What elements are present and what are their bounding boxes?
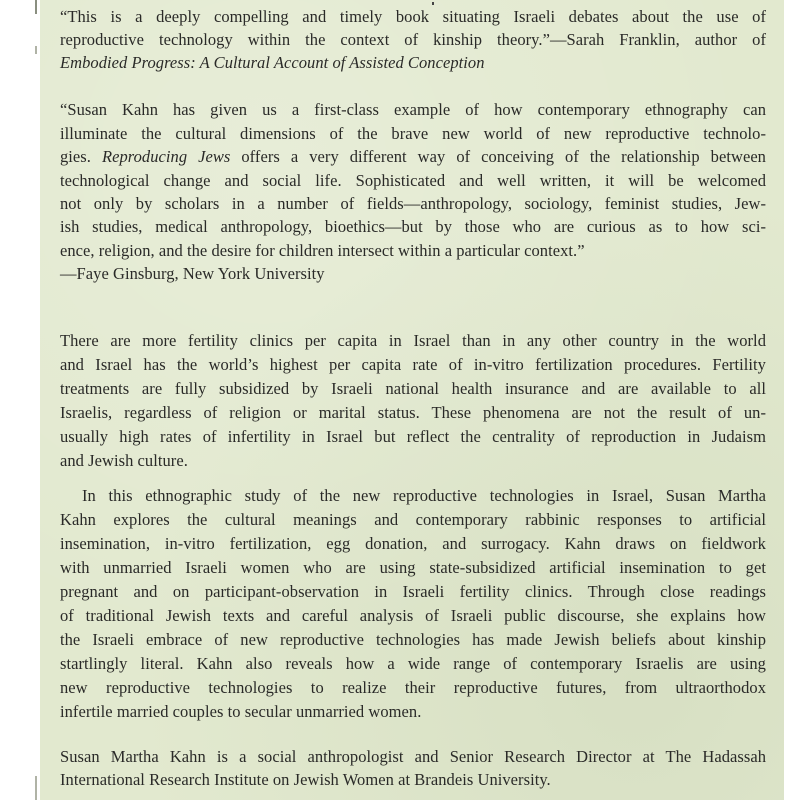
author-bio-line: International Research Institute on Jewish Women at Brandeis University. [60, 770, 551, 789]
blurb-line: technological change and social life. Sophisticated and well written, it will be welcomed [60, 171, 766, 190]
print-speck [432, 2, 434, 5]
blurb-line: ence, religion, and the desire for children intersect within a particular context.” [60, 241, 585, 260]
author-bio-line: Susan Martha Kahn is a social anthropologist and Senior Research Director at The Hadassah [60, 747, 766, 766]
description-line: the Israeli embrace of new reproductive technologies has made Jewish beliefs about kinship [60, 630, 766, 649]
blurb-line: not only by scholars in a number of fields—anthropology, sociology, feminist studies, Jew- [60, 194, 766, 213]
blurb-line: ish studies, medical anthropology, bioethics—but by those who are curious as to how sci- [60, 217, 766, 236]
description-line: Israelis, regardless of religion or marital status. These phenomena are not the result of un- [60, 403, 766, 422]
description-line: pregnant and on participant-observation in Israeli fertility clinics. Through close readings [60, 582, 766, 601]
description-line: and Jewish culture. [60, 451, 188, 470]
blurb-line: “Susan Kahn has given us a first-class example of how contemporary ethnography can [60, 100, 766, 119]
description-line: infertile married couples to secular unmarried women. [60, 702, 422, 721]
page-edge-mark [35, 0, 37, 14]
blurb-line: reproductive technology within the context of kinship theory.”—Sarah Franklin, author of [60, 30, 766, 49]
description-line: and Israel has the world’s highest per capita rate of in-vitro fertilization procedures. Fertility [60, 355, 766, 374]
blurb-attribution: —Faye Ginsburg, New York University [60, 264, 325, 283]
description-line: insemination, in-vitro fertilization, egg donation, and surrogacy. Kahn draws on fieldwork [60, 534, 766, 553]
description-line: In this ethnographic study of the new reproductive technologies in Israel, Susan Martha [82, 486, 766, 505]
blurb-book-title: Embodied Progress: A Cultural Account of Assisted Conception [60, 53, 485, 72]
book-title: Reproducing Jews [101, 147, 231, 166]
blurb-line: “This is a deeply compelling and timely book situating Israeli debates about the use of [60, 7, 766, 26]
description-line: with unmarried Israeli women who are using state-subsidized artificial insemination to get [60, 558, 766, 577]
description-line: of traditional Jewish texts and careful analysis of Israeli public discourse, she explains how [60, 606, 766, 625]
description-line: Kahn explores the cultural meanings and contemporary rabbinic responses to artificial [60, 510, 766, 529]
blurb-line: gies. Reproducing Jews offers a very different way of conceiving of the relationship between [60, 147, 766, 166]
description-line: There are more fertility clinics per capita in Israel than in any other country in the world [60, 331, 766, 350]
page-edge-mark [35, 46, 37, 54]
description-line: usually high rates of infertility in Israel but reflect the centrality of reproduction in Judaism [60, 427, 766, 446]
description-line: treatments are fully subsidized by Israeli national health insurance and are available to all [60, 379, 766, 398]
description-line: startlingly literal. Kahn also reveals how a wide range of contemporary Israelis are using [60, 654, 766, 673]
page-edge-mark [35, 776, 37, 800]
blurb-line: illuminate the cultural dimensions of the brave new world of new reproductive technolo- [60, 124, 766, 143]
description-line: new reproductive technologies to realize their reproductive futures, from ultraorthodox [60, 678, 766, 697]
